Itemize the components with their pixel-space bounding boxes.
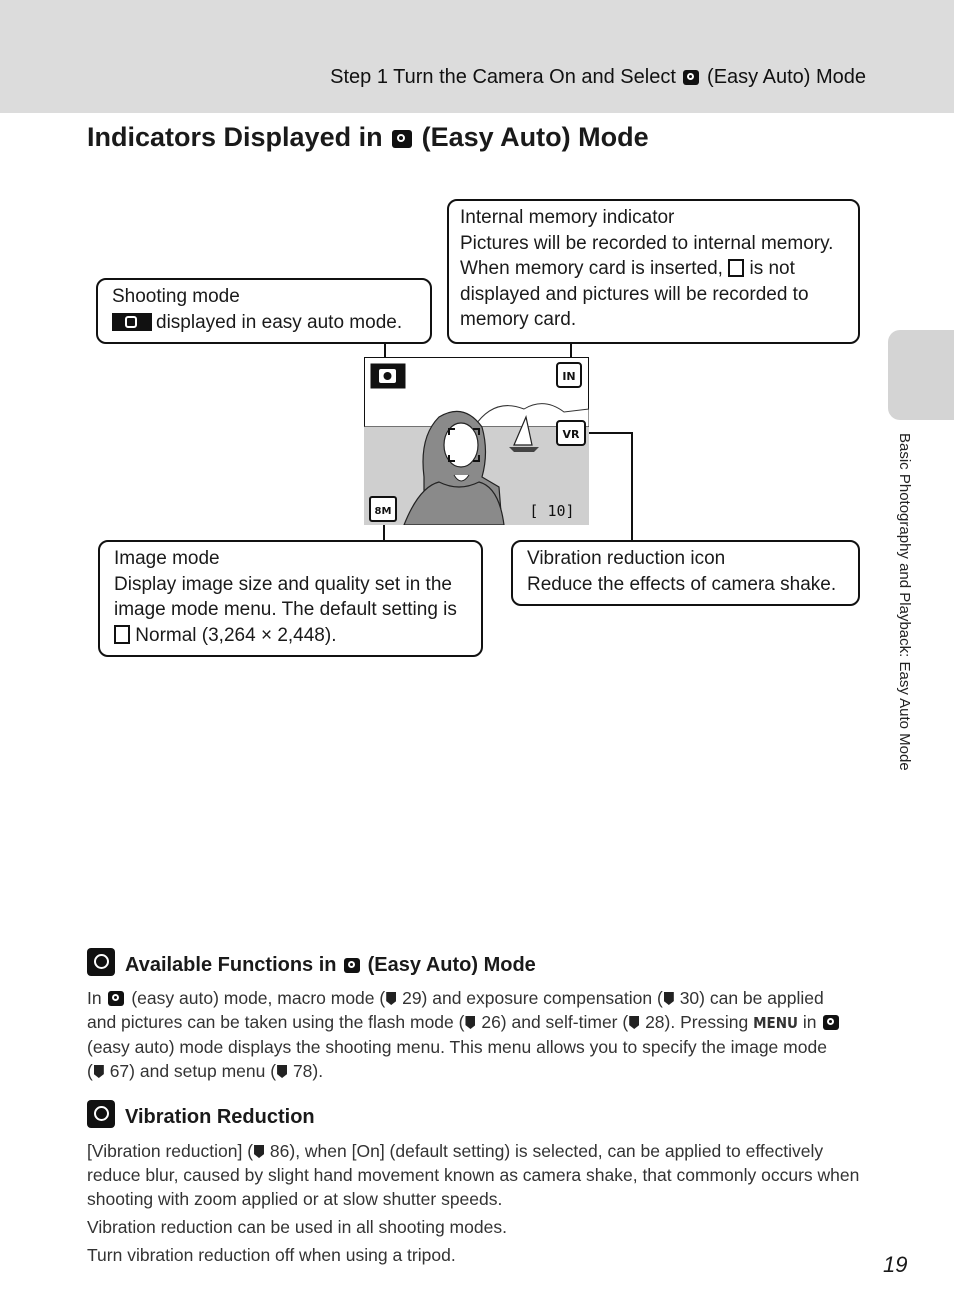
section-heading-vibration-reduction xyxy=(87,1100,315,1129)
easy-auto-icon xyxy=(112,313,152,331)
page-number: 19 xyxy=(883,1252,908,1277)
side-tab xyxy=(888,330,954,420)
text-run: in xyxy=(802,1012,817,1032)
page-ref-icon xyxy=(629,1016,639,1029)
callout-text: memory card. xyxy=(460,309,577,330)
callout-text: is not xyxy=(749,258,795,279)
lcd-in-label: IN xyxy=(562,370,576,383)
lcd-image-mode-icon xyxy=(370,497,396,521)
leader-line xyxy=(631,432,633,541)
lcd-vibration-reduction-icon xyxy=(557,421,585,445)
note-icon xyxy=(87,948,115,976)
page-ref-icon xyxy=(664,992,674,1005)
text-run: reduce blur, caused by slight hand movement known as camera shake, that commonly occurs when xyxy=(87,1165,860,1185)
section-heading-available-functions xyxy=(87,948,536,977)
running-header xyxy=(330,66,866,89)
page-ref-icon xyxy=(94,1065,104,1078)
callout-text: displayed and pictures will be recorded to xyxy=(460,283,809,305)
image-mode-icon xyxy=(114,625,130,644)
text-run: 30) can be applied xyxy=(679,988,824,1008)
callout-text: When memory card is inserted, xyxy=(460,258,723,279)
callout-title: Shooting mode xyxy=(112,286,240,307)
header-band xyxy=(0,0,954,113)
callout-text: Reduce the effects of camera shake. xyxy=(527,573,837,595)
paragraph-available-functions xyxy=(87,986,841,1083)
header-suffix: (Easy Auto) Mode xyxy=(707,66,866,88)
page-ref-icon xyxy=(465,1016,475,1029)
easy-auto-icon xyxy=(392,130,412,148)
callout-shooting-mode xyxy=(96,278,432,344)
text-run: 28). Pressing xyxy=(645,1012,749,1032)
internal-memory-icon xyxy=(728,259,744,277)
lcd-internal-memory-icon xyxy=(557,363,581,387)
text-run: 29) and exposure compensation ( xyxy=(402,988,663,1008)
page-ref-icon xyxy=(277,1065,287,1078)
easy-auto-icon xyxy=(344,958,360,973)
callout-image-mode xyxy=(98,540,483,657)
text-run: shooting with zoom applied or at slow shutter speeds. xyxy=(87,1189,503,1209)
easy-auto-icon xyxy=(823,1015,839,1030)
callout-text: Display image size and quality set in the xyxy=(114,573,452,595)
text-run: 78). xyxy=(292,1061,324,1081)
callout-text: displayed in easy auto mode. xyxy=(156,311,403,333)
page-ref-icon xyxy=(254,1145,264,1158)
page-ref-icon xyxy=(386,992,396,1005)
text-run: 86), when [On] (default setting) is selected, can be applied to effectively xyxy=(269,1141,824,1161)
camera-lcd-illustration xyxy=(364,357,589,525)
heading-text: Vibration Reduction xyxy=(125,1106,315,1128)
heading-prefix: Available Functions in xyxy=(125,954,337,976)
lcd-frames-left: [ 10] xyxy=(529,502,575,520)
lcd-image-mode-label: 8M xyxy=(374,506,392,517)
text-run: Turn vibration reduction off when using a tripod. xyxy=(87,1245,456,1265)
callout-text: image mode menu. The default setting is xyxy=(114,599,457,620)
callout-title: Internal memory indicator xyxy=(460,207,675,228)
text-run: (easy auto) mode displays the shooting menu. This menu allows you to specify the image mode xyxy=(87,1037,827,1057)
note-icon xyxy=(87,1100,115,1128)
leader-line xyxy=(585,432,633,434)
callout-internal-memory xyxy=(447,199,860,344)
easy-auto-icon xyxy=(108,991,124,1006)
text-run: (easy auto) mode, macro mode ( xyxy=(131,988,386,1008)
side-tab-label: Basic Photography and Playback: Easy Auto Mode xyxy=(896,433,913,771)
menu-button-glyph: MENU xyxy=(753,1014,798,1032)
callout-text: Normal (3,264 × 2,448). xyxy=(135,624,337,646)
callout-title: Image mode xyxy=(114,548,220,569)
text-run: and pictures can be taken using the flash mode ( xyxy=(87,1012,465,1032)
page-title xyxy=(87,122,649,153)
callout-text: Pictures will be recorded to internal memory. xyxy=(460,232,834,254)
text-run: ( xyxy=(87,1061,93,1081)
text-run: Vibration reduction can be used in all shooting modes. xyxy=(87,1217,507,1237)
text-run: 26) and self-timer ( xyxy=(481,1012,629,1032)
text-run: [Vibration reduction] ( xyxy=(87,1141,254,1161)
callout-title: Vibration reduction icon xyxy=(527,548,726,569)
header-prefix: Step 1 Turn the Camera On and Select xyxy=(330,66,676,88)
callout-vibration-reduction xyxy=(511,540,860,606)
heading-suffix: (Easy Auto) Mode xyxy=(367,954,536,976)
title-prefix: Indicators Displayed in xyxy=(87,122,383,152)
text-run: 67) and setup menu ( xyxy=(109,1061,277,1081)
lcd-shooting-mode-icon xyxy=(370,363,406,389)
text-run: In xyxy=(87,988,102,1008)
paragraph-vibration-reduction xyxy=(87,1139,859,1267)
lcd-vr-label: VR xyxy=(562,428,580,441)
title-suffix: (Easy Auto) Mode xyxy=(421,122,649,152)
easy-auto-icon xyxy=(683,70,699,85)
